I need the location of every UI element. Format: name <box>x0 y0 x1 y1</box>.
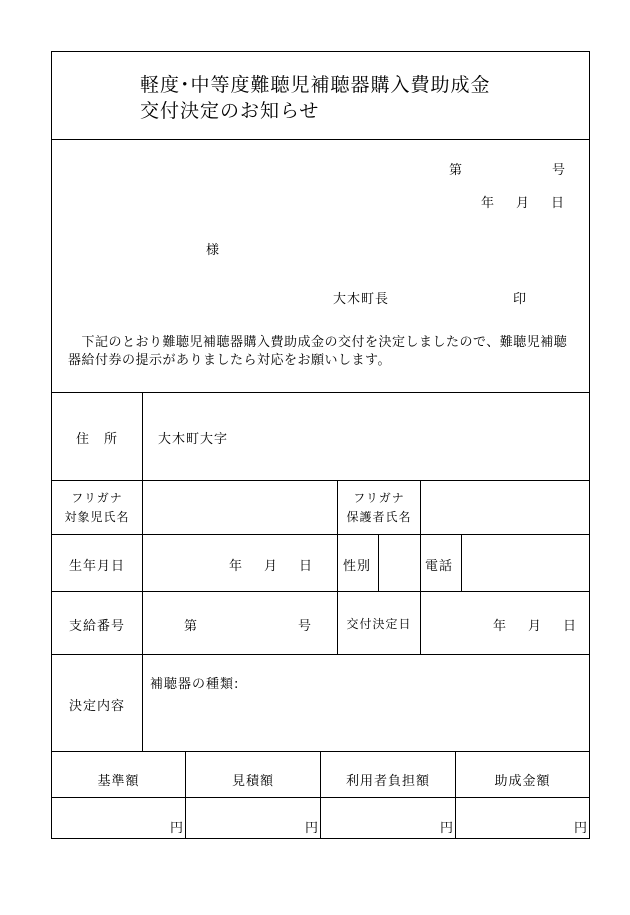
issuer-title: 大木町長 <box>333 292 390 307</box>
rule-sex-value-column <box>378 534 379 592</box>
guardian-furigana-label: フリガナ <box>353 491 405 505</box>
frame-right-border <box>589 51 590 839</box>
amount-header-estimate: 見積額 <box>231 774 274 789</box>
payment-number-suffix: 号 <box>298 619 313 634</box>
amount-unit-standard: 円 <box>170 821 185 836</box>
rule-label-column <box>142 392 143 752</box>
sex-label: 性別 <box>343 559 372 574</box>
decision-date-label: 交付決定日 <box>346 617 412 631</box>
rule-birth-bottom <box>51 591 590 592</box>
rule-notice-bottom <box>51 392 590 393</box>
amount-header-standard: 基準額 <box>97 774 140 789</box>
decision-content-label: 決定内容 <box>68 699 125 714</box>
notice-date-year: 年 <box>481 196 496 211</box>
document-title-line2: 交付決定のお知らせ <box>140 100 320 122</box>
rule-phone-label-column <box>461 534 462 592</box>
rule-amount-col-2 <box>320 751 321 839</box>
birthdate-label: 生年月日 <box>68 559 125 574</box>
seal-mark: 印 <box>513 292 528 307</box>
amount-header-subsidy: 助成金額 <box>494 774 551 789</box>
rule-amount-col-1 <box>185 751 186 839</box>
decision-day-unit: 日 <box>563 619 578 634</box>
rule-mid-label-column <box>420 480 421 655</box>
child-furigana-label: フリガナ <box>71 491 123 505</box>
notice-body: 下記のとおり難聴児補聴器購入費助成金の交付を決定しましたので、難聴児補聴器給付券の提示がありましたら対応をお願いします。 <box>68 335 568 368</box>
decision-month-unit: 月 <box>528 619 543 634</box>
payment-number-prefix: 第 <box>184 619 199 634</box>
frame-top-border <box>51 51 590 52</box>
notice-number-suffix: 号 <box>552 163 567 178</box>
child-name-label: 対象児氏名 <box>64 510 130 524</box>
decision-year-unit: 年 <box>493 619 508 634</box>
address-label: 住 所 <box>75 432 118 447</box>
phone-label: 電話 <box>425 559 454 574</box>
notice-number-prefix: 第 <box>449 163 464 178</box>
device-type-label: 補聴器の種類: <box>150 677 240 692</box>
birth-day-unit: 日 <box>299 559 314 574</box>
rule-names-bottom <box>51 534 590 535</box>
birth-year-unit: 年 <box>229 559 244 574</box>
guardian-name-label: 保護者氏名 <box>346 510 412 524</box>
amount-unit-subsidy: 円 <box>574 821 589 836</box>
notice-date-month: 月 <box>516 196 531 211</box>
rule-title-bottom <box>51 139 590 140</box>
birth-month-unit: 月 <box>264 559 279 574</box>
payment-number-label: 支給番号 <box>68 619 125 634</box>
rule-address-bottom <box>51 480 590 481</box>
amount-header-user-share: 利用者負担額 <box>345 774 430 789</box>
address-value: 大木町大字 <box>158 432 229 447</box>
notice-date-day: 日 <box>551 196 566 211</box>
amount-unit-estimate: 円 <box>305 821 320 836</box>
amount-unit-user-share: 円 <box>440 821 455 836</box>
rule-payment-bottom <box>51 654 590 655</box>
document-title-line1: 軽度･中等度難聴児補聴器購入費助成金 <box>140 74 491 96</box>
rule-amount-col-3 <box>455 751 456 839</box>
addressee-suffix: 様 <box>206 243 221 258</box>
